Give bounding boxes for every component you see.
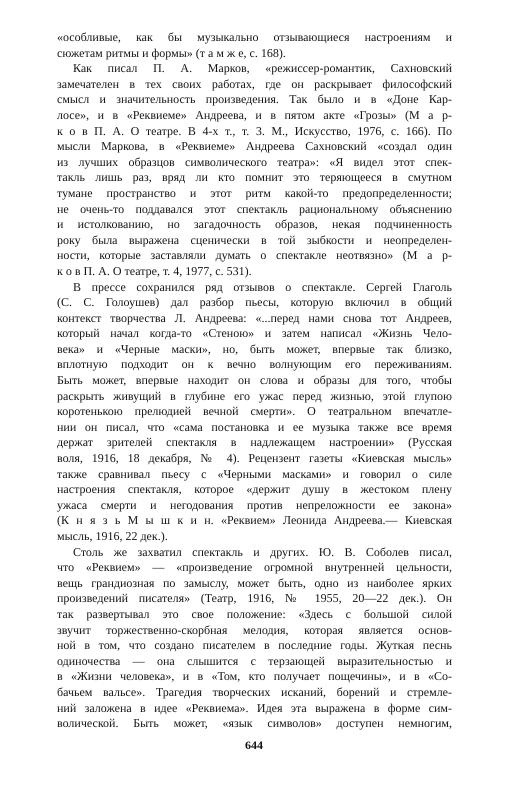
- text-line: такль лишь раз, вряд ли кто помнит это теряющееся в смутном: [57, 170, 452, 185]
- text-line: ной в том, что создано писателем в последние годы. Жуткая песнь: [57, 638, 452, 653]
- text-line: ний заложена в идее «Реквиема». Идея эта выражена в форме сим-: [57, 700, 452, 715]
- text-line: вплотную подходит он к вечно волнующим его переживаниям.: [57, 357, 452, 372]
- text-line: сюжетам ритмы и формы» (т а м ж е, с. 168).: [57, 45, 286, 60]
- text-line: контекст творчества Л. Андреева: «...перед нами снова тот Андреев,: [57, 310, 452, 325]
- text-line: также сравнивал пьесу с «Черными масками» и говорил о силе: [57, 466, 452, 481]
- text-line: звучит торжественно-скорбная мелодия, которая является основ-: [57, 622, 452, 637]
- text-line: мысль, 1916, 22 дек.).: [57, 529, 168, 543]
- text-line: «особливые, как бы музыкально отзывающиеся настроениям и: [57, 30, 452, 44]
- text-line: одиночества — она слышится с терзающей выразительностью и: [57, 653, 452, 668]
- text-line: коротенькою прелюдией вечной смерти». О театральном впечатле-: [57, 404, 452, 419]
- text-line: нии он писал, что «сама постановка и ее музыка также все время: [57, 419, 452, 434]
- text-line: вещь грандиозная по замыслу, может быть, одно из наиболее ярких: [57, 575, 452, 590]
- text-line: к о в П. А. О театре, т. 4, 1977, с. 531).: [57, 263, 252, 278]
- text-line: настроения спектакля, которое «держит душу в жестоком плену: [57, 482, 452, 497]
- text-line: что «Реквием» — «произведение огромной внутренней цельности,: [57, 560, 452, 575]
- text-line: В прессе сохранился ряд отзывов о спектакле. Сергей Глаголь: [73, 279, 452, 294]
- text-line: произведений писателя» (Театр, 1916, № 1955, 20—22 дек.). Он: [57, 591, 452, 606]
- text-line: в «Жизни человека», и в «Том, кто получает пощечины», и в «Со-: [57, 669, 452, 684]
- text-line: мысли Маркова, в «Реквиеме» Андреева Сахновский «создал один: [57, 139, 452, 154]
- text-line: не очень-то поддавался этот спектакль рациональному объяснению: [57, 201, 452, 216]
- text-line: так развертывал это свое положение: «Здесь с большой силой: [57, 606, 452, 621]
- body-text: [57, 30, 452, 732]
- text-line: (К н я з ь М ы ш к и н. «Реквием» Леонида Андреева.— Киевская: [57, 513, 452, 528]
- text-line: который начал когда-то «Стеною» и затем написал «Жизнь Чело-: [57, 326, 452, 341]
- text-line: тумане пространство и этот ритм какой-то предопределенности;: [57, 185, 452, 200]
- text-line: року была выражена сценически в той зыбкости и неопределен-: [57, 232, 452, 247]
- text-line: бачьем вальсе». Трагедия творческих исканий, борений и стремле-: [57, 684, 452, 699]
- text-line: к о в П. А. О театре. В 4-х т., т. 3. М., Искусство, 1976, с. 166). По: [57, 123, 452, 138]
- text-line: ужаса смерти и негодования против непреложности ее закона»: [57, 497, 452, 512]
- text-line: смысл и значительность произведения. Так было и в «Доне Кар-: [57, 92, 452, 107]
- text-line: держат зрителей спектакля в надлежащем настроении» (Русская: [57, 435, 452, 450]
- text-line: Быть может, впервые находит он слова и образы для того, чтобы: [57, 373, 452, 388]
- text-line: Столь же захватил спектакль и других. Ю. В. Соболев писал,: [73, 544, 452, 559]
- text-line: ности, которые заставляли думать о спектакле неотвязно» (М а р-: [57, 248, 452, 263]
- text-line: (С. С. Голоушев) дал разбор пьесы, которую включил в общий: [57, 295, 452, 310]
- text-line: и истолкованию, но загадочность образов, некая подчиненность: [57, 217, 452, 232]
- text-line: Как писал П. А. Марков, «режиссер-романтик, Сахновский: [73, 61, 452, 76]
- text-line: воля, 1916, 18 декабря, № 4). Рецензент газеты «Киевская мысль»: [57, 451, 452, 466]
- text-line: века» и «Черные маски», но, быть может, впервые так близко,: [57, 341, 452, 356]
- text-line: замечателен в тех своих работах, где он раскрывает философский: [57, 76, 452, 91]
- text-line: из лучших образцов символического театра»: «Я видел этот спек-: [57, 154, 452, 169]
- text-line: раскрыть живущий в глубине его ужас перед жизнью, этой глупою: [57, 388, 452, 403]
- page-number: 644: [245, 738, 263, 752]
- text-line: лосе», и в «Реквиеме» Андреева, и в пятом акте «Грозы» (М а р-: [57, 107, 452, 122]
- text-line: волической. Быть может, «язык символов» доступен немногим,: [57, 716, 452, 731]
